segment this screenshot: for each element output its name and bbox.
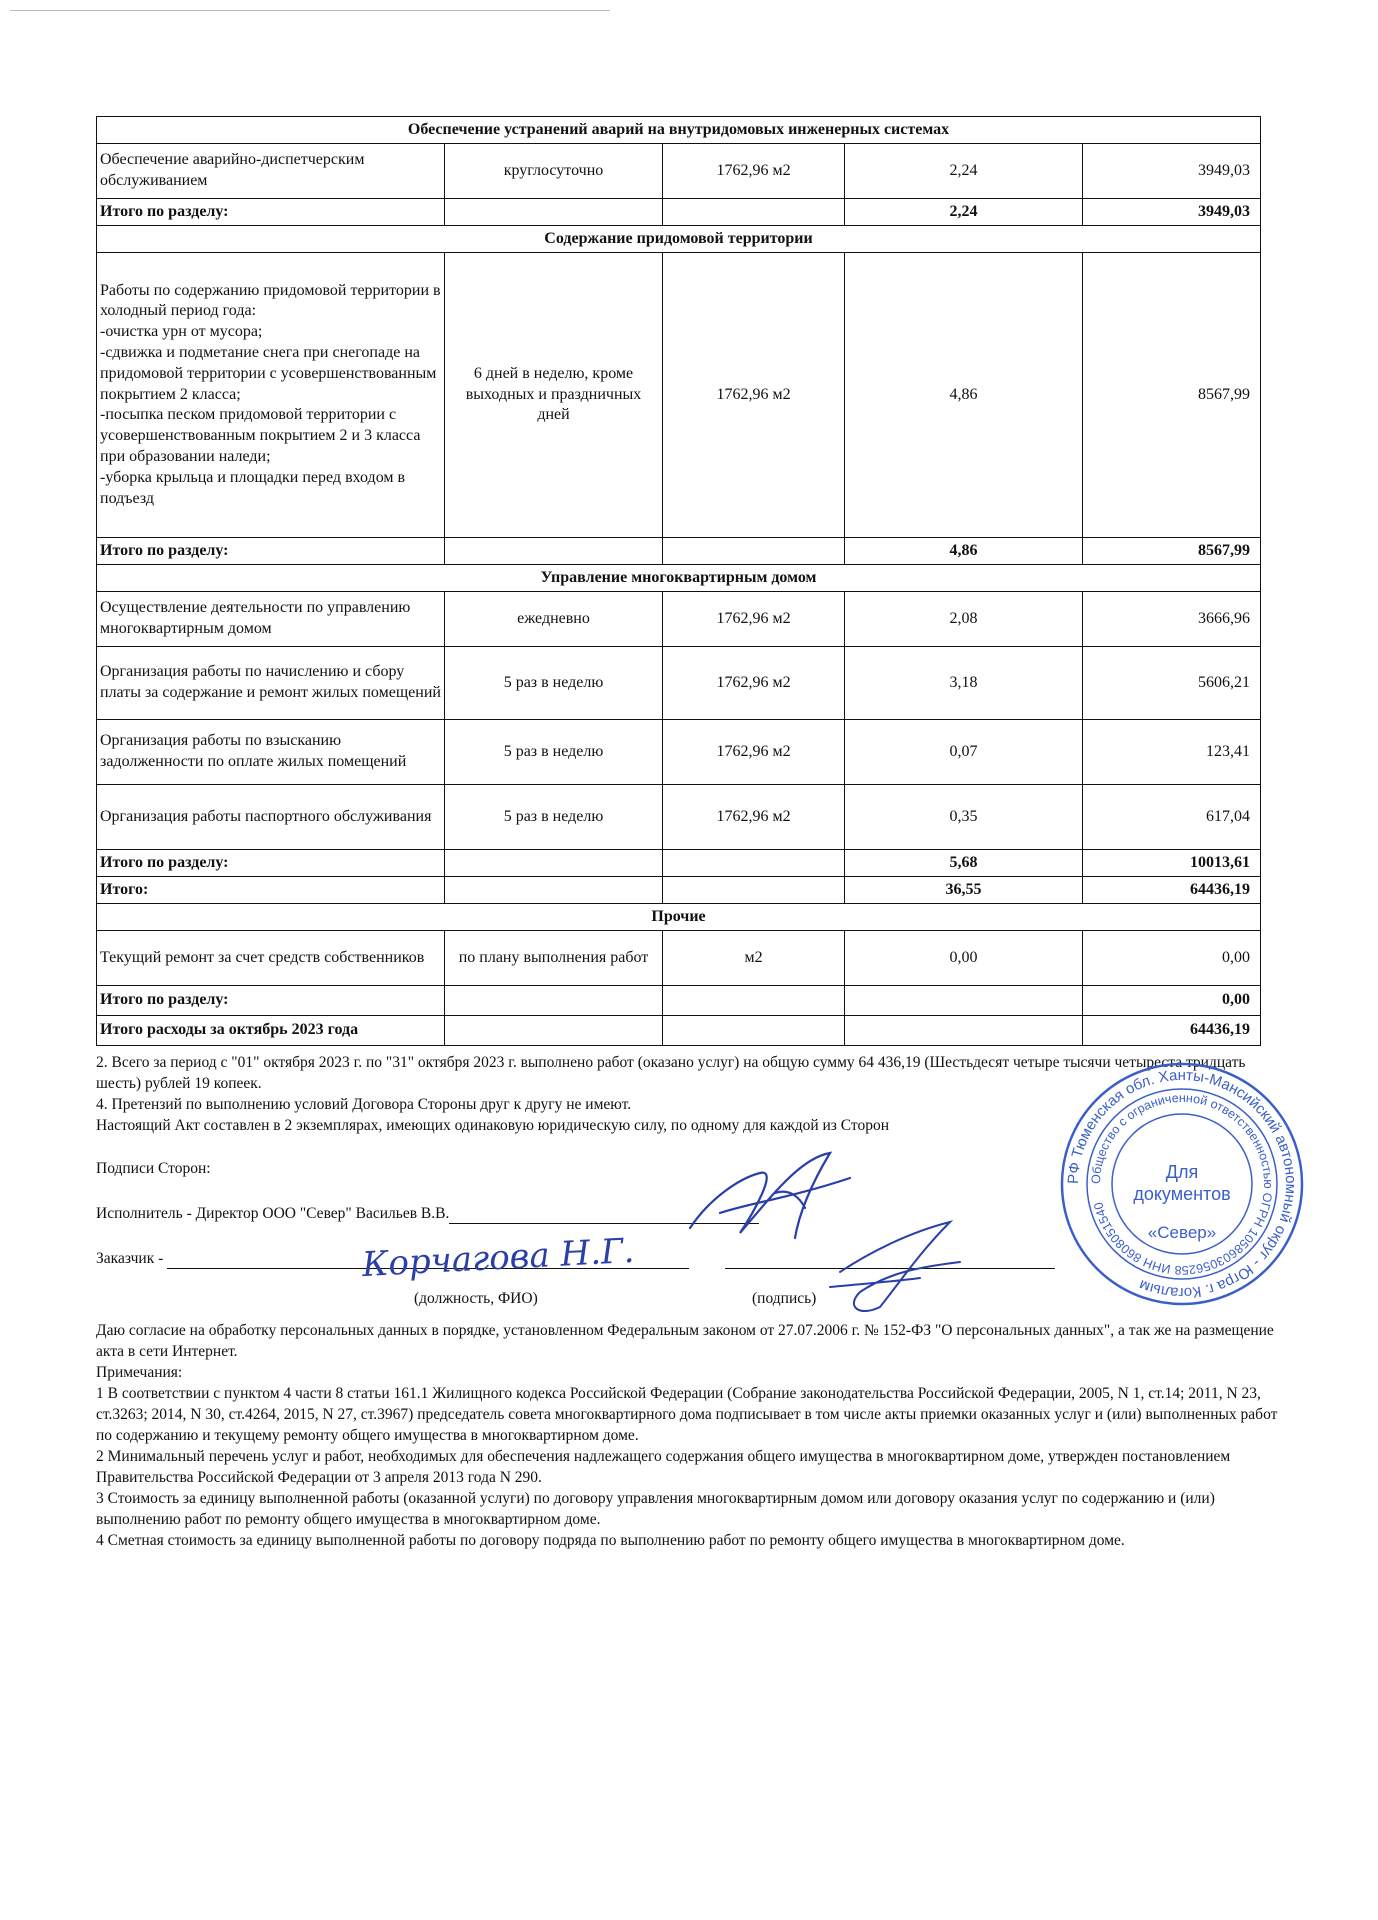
- position-hint: (должность, ФИО): [414, 1290, 538, 1307]
- note-item: 1 В соответствии с пунктом 4 части 8 статьи 161.1 Жилищного кодекса Российской Федерации (Собрание законодательства Российской Федерации, 2005, N 1, ст.14; 2011, N 23, ст.3263; 2014, N 30, ст.4264, 2015, N 27, ст.3967) председатель совета многоквартирного дома подписывает в том числе акты приемки оказанных услуг и (или) выполненных работ по содержанию и текущему ремонту общего имущества в многоквартирном доме.: [96, 1385, 1278, 1444]
- work-frequency: 5 раз в неделю: [445, 647, 663, 720]
- total-cost: 3949,03: [1083, 199, 1261, 226]
- total-rate: 2,24: [845, 199, 1083, 226]
- stamp-outer-text: РФ Тюменская обл. Ханты-Мансийский автономный округ - Югра г. Когалым: [1064, 1066, 1300, 1302]
- final-total-label: Итого расходы за октябрь 2023 года: [97, 1016, 445, 1046]
- signature-hint: (подпись): [752, 1290, 817, 1307]
- stamp-company-name: «Север»: [1147, 1223, 1217, 1242]
- work-cost: 3949,03: [1083, 144, 1261, 199]
- work-area: 1762,96 м2: [663, 647, 845, 720]
- work-area: м2: [663, 931, 845, 986]
- work-rate: 3,18: [845, 647, 1083, 720]
- top-border-line: [10, 10, 610, 11]
- work-cost: 617,04: [1083, 785, 1261, 850]
- total-label: Итого по разделу:: [97, 538, 445, 565]
- work-area: 1762,96 м2: [663, 592, 845, 647]
- section-total-row: [97, 538, 1261, 565]
- note-item: 3 Стоимость за единицу выполненной работы (оказанной услуги) по договору управления многоквартирным домом или договору оказания услуг по содержанию и (или) выполнению работ по ремонту общего имущества в многоквартирном доме.: [96, 1490, 1215, 1528]
- consent-text: Даю согласие на обработку персональных данных в порядке, установленном Федеральным законом от 27.07.2006 г. № 152-ФЗ "О персональных данных", а так же на размещение акта в сети Интернет.: [96, 1322, 1274, 1360]
- stamp-center-line1: Для: [1165, 1162, 1199, 1182]
- executor-label: Исполнитель - Директор ООО "Север" Васильев В.В.: [96, 1205, 450, 1222]
- work-frequency: по плану выполнения работ: [445, 931, 663, 986]
- work-rate: 0,35: [845, 785, 1083, 850]
- table-row: [97, 592, 1261, 647]
- section-header-other: [97, 904, 1261, 931]
- note-item: 2 Минимальный перечень услуг и работ, необходимых для обеспечения надлежащего содержания общего имущества в многоквартирном доме, утвержден постановлением Правительства Российской Федерации от 3 апреля 2013 года N 290.: [96, 1448, 1231, 1486]
- total-label: Итого по разделу:: [97, 199, 445, 226]
- customer-signature: [800, 1212, 980, 1322]
- work-area: 1762,96 м2: [663, 253, 845, 538]
- total-rate: 5,68: [845, 850, 1083, 877]
- section-total-row: [97, 199, 1261, 226]
- work-frequency: ежедневно: [445, 592, 663, 647]
- work-cost: 8567,99: [1083, 253, 1261, 538]
- company-stamp: [1058, 1060, 1306, 1308]
- work-rate: 0,07: [845, 720, 1083, 785]
- work-name: Организация работы по начислению и сбору платы за содержание и ремонт жилых помещений: [97, 647, 445, 720]
- works-table: [96, 116, 1261, 1046]
- work-name: Организация работы по взысканию задолженности по оплате жилых помещений: [97, 720, 445, 785]
- section-header-territory: [97, 226, 1261, 253]
- work-cost: 3666,96: [1083, 592, 1261, 647]
- total-label: Итого по разделу:: [97, 850, 445, 877]
- work-name: Осуществление деятельности по управлению многоквартирным домом: [97, 592, 445, 647]
- section-header-emergency: [97, 117, 1261, 144]
- work-name: Текущий ремонт за счет средств собственников: [97, 931, 445, 986]
- work-frequency: круглосуточно: [445, 144, 663, 199]
- work-cost: 123,41: [1083, 720, 1261, 785]
- work-frequency: 5 раз в неделю: [445, 720, 663, 785]
- work-name: Организация работы паспортного обслуживания: [97, 785, 445, 850]
- section-title: Содержание придомовой территории: [97, 226, 1261, 253]
- work-cost: 5606,21: [1083, 647, 1261, 720]
- table-row: [97, 931, 1261, 986]
- work-area: 1762,96 м2: [663, 144, 845, 199]
- work-rate: 2,08: [845, 592, 1083, 647]
- paragraph-no-claims: 4. Претензий по выполнению условий Договора Стороны друг к другу не имеют.: [96, 1096, 632, 1113]
- paragraph-copies: Настоящий Акт составлен в 2 экземплярах, имеющих одинаковую юридическую силу, по одному для каждой из Сторон: [96, 1117, 890, 1134]
- work-name: Обеспечение аварийно-диспетчерским обслуживанием: [97, 144, 445, 199]
- stamp-inner-text: Общество с ограниченной ответственностью ОГРН 1058603056258 ИНН 8608051540: [1088, 1090, 1276, 1278]
- table-row: [97, 144, 1261, 199]
- note-item: 4 Сметная стоимость за единицу выполненной работы по договору подряда по выполнению работ по ремонту общего имущества в многоквартирном доме.: [96, 1532, 1125, 1549]
- notes-heading: Примечания:: [96, 1364, 183, 1381]
- work-area: 1762,96 м2: [663, 785, 845, 850]
- section-title: Обеспечение устранений аварий на внутридомовых инженерных системах: [97, 117, 1261, 144]
- total-cost: 10013,61: [1083, 850, 1261, 877]
- total-rate: 4,86: [845, 538, 1083, 565]
- work-frequency: 5 раз в неделю: [445, 785, 663, 850]
- work-rate: 2,24: [845, 144, 1083, 199]
- stamp-center-line2: документов: [1133, 1184, 1231, 1204]
- grand-total-cost: 64436,19: [1083, 877, 1261, 904]
- table-row: [97, 253, 1261, 538]
- total-cost: 0,00: [1083, 986, 1261, 1016]
- notes-block: [96, 1320, 1286, 1551]
- table-row: [97, 720, 1261, 785]
- section-header-management: [97, 565, 1261, 592]
- table-row: [97, 785, 1261, 850]
- section-title: Управление многоквартирным домом: [97, 565, 1261, 592]
- grand-total-row: [97, 877, 1261, 904]
- customer-label: Заказчик -: [96, 1250, 164, 1267]
- grand-total-rate: 36,55: [845, 877, 1083, 904]
- work-frequency: 6 дней в неделю, кроме выходных и праздничных дней: [445, 253, 663, 538]
- section-title: Прочие: [97, 904, 1261, 931]
- grand-total-label: Итого:: [97, 877, 445, 904]
- paragraph-total-sum: 2. Всего за период с "01" октября 2023 г. по "31" октября 2023 г. выполнено работ (оказано услуг) на общую сумму 64 436,19 (Шестьдесят четыре тысячи четыреста тридцать шесть) рублей 19 копеек.: [96, 1054, 1246, 1092]
- work-cost: 0,00: [1083, 931, 1261, 986]
- final-total-row: [97, 1016, 1261, 1046]
- signatures-heading: Подписи Сторон:: [96, 1160, 211, 1177]
- work-area: 1762,96 м2: [663, 720, 845, 785]
- work-rate: 4,86: [845, 253, 1083, 538]
- work-name: Работы по содержанию придомовой территории в холодный период года: -очистка урн от мусора; -сдвижка и подметание снега при снегопаде на придомовой территории с усовершенствованным покрытием 2 класса; -посыпка песком придомовой территории с усовершенствованным покрытием 2 и 3 класса при образовании наледи; -уборка крыльца и площадки перед входом в подъезд: [97, 253, 445, 538]
- final-total-cost: 64436,19: [1083, 1016, 1261, 1046]
- total-cost: 8567,99: [1083, 538, 1261, 565]
- table-row: [97, 647, 1261, 720]
- section-total-row: [97, 986, 1261, 1016]
- work-rate: 0,00: [845, 931, 1083, 986]
- section-total-row: [97, 850, 1261, 877]
- total-label: Итого по разделу:: [97, 986, 445, 1016]
- customer-handwritten-name: Корчагова Н.Г.: [361, 1230, 636, 1286]
